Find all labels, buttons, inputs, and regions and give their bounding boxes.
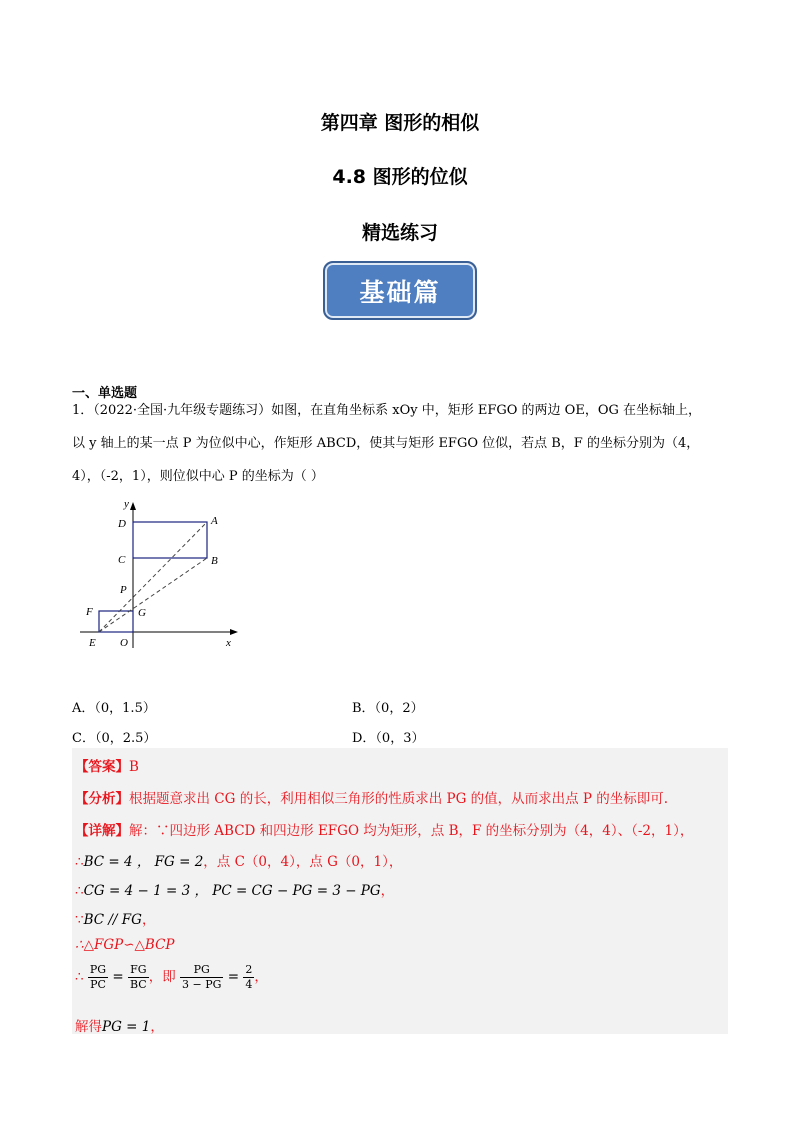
- step-2: ∴CG = 4 − 1 = 3 ， PC = CG − PG = 3 − PG，: [75, 883, 395, 899]
- label-G: G: [138, 607, 146, 619]
- label-x: x: [226, 637, 231, 649]
- label-B: B: [211, 555, 218, 567]
- label-P: P: [120, 584, 127, 596]
- option-d: D．（0，3）: [352, 731, 425, 746]
- detail-line: 【详解】解：∵四边形 ABCD 和四边形 EFGO 均为矩形，点 B，F 的坐标分别为（4，4）、（-2，1），: [75, 823, 694, 839]
- question-line-3: 4），（-2，1），则位似中心 P 的坐标为（ ）: [72, 469, 324, 484]
- answer-line: 【答案】B: [75, 759, 139, 775]
- level-badge: 基础篇: [323, 261, 477, 320]
- chapter-title: 第四章 图形的相似: [320, 112, 480, 134]
- practice-title: 精选练习: [361, 222, 438, 244]
- question-line-1: 1．（2022·全国·九年级专题练习）如图，在直角坐标系 xOy 中，矩形 EFGO 的两边 OE，OG 在坐标轴上，: [72, 403, 701, 418]
- label-E: E: [89, 637, 96, 649]
- section-title: 4.8 图形的位似: [332, 166, 468, 188]
- section-heading: 一、单选题: [72, 386, 138, 401]
- option-b: B．（0，2）: [352, 701, 424, 716]
- step-1: ∴BC = 4 ， FG = 2，点 C（0，4），点 G（0，1），: [75, 854, 403, 870]
- coordinate-figure: [72, 498, 252, 658]
- label-D: D: [118, 518, 126, 530]
- step-5: ∴ $\frac{PG}{PC}$ = $\frac{FG}{BC}$ ，即 $\frac{PG}{3 - PG}$ = $\frac{2}{4}$ ，: [75, 963, 268, 991]
- label-O: O: [120, 637, 128, 649]
- option-a: A．（0，1.5）: [72, 701, 156, 716]
- step-3: ∵BC // FG，: [75, 912, 156, 928]
- option-c: C．（0，2.5）: [72, 731, 157, 746]
- label-y: y: [124, 498, 129, 510]
- step-6: 解得PG = 1，: [75, 1019, 164, 1035]
- step-4: ∴△FGP∽△BCP: [75, 937, 175, 953]
- analysis-line: 【分析】根据题意求出 CG 的长，利用相似三角形的性质求出 PG 的值，从而求出点 P 的坐标即可.: [75, 791, 669, 807]
- label-F: F: [86, 606, 93, 618]
- label-C: C: [118, 554, 126, 566]
- question-line-2: 以 y 轴上的某一点 P 为位似中心，作矩形 ABCD，使其与矩形 EFGO 位似，若点 B，F 的坐标分别为（4，: [72, 436, 700, 451]
- label-A: A: [211, 515, 218, 527]
